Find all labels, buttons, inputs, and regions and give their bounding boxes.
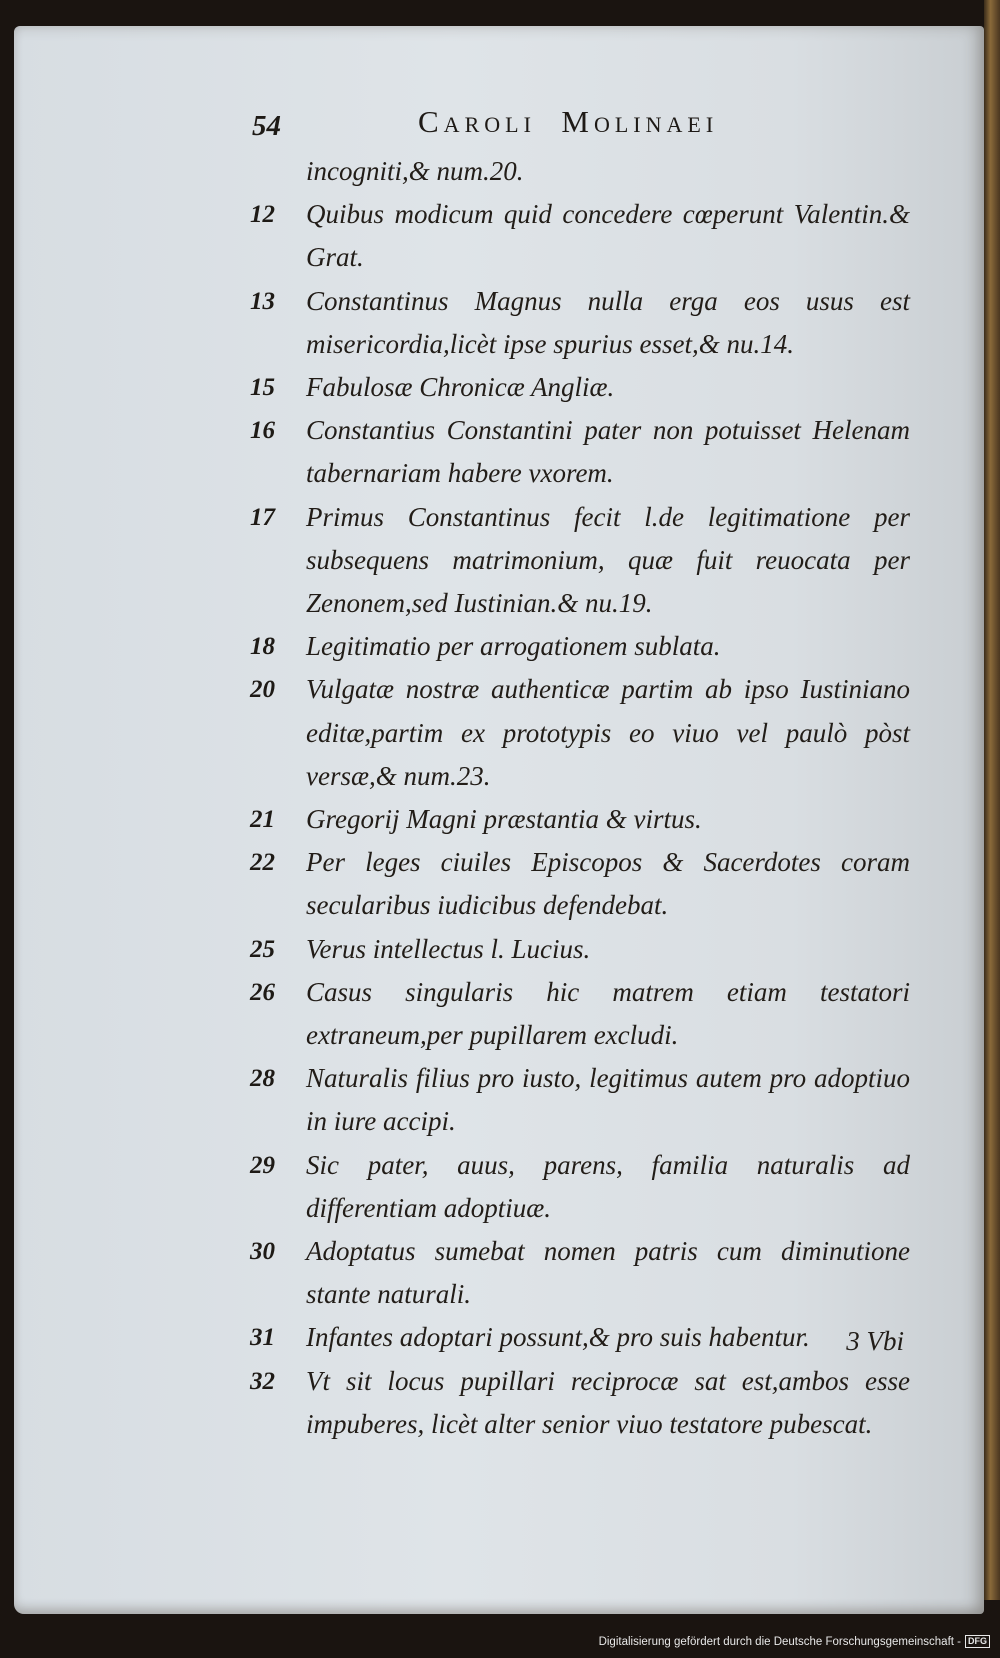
entry-text: Vt sit locus pupillari reciprocæ sat est,ambos esse impuberes, licèt alter senior viuo testatore pubescat. bbox=[306, 1365, 910, 1439]
entry-number: 22 bbox=[250, 849, 275, 877]
entry-number: 31 bbox=[250, 1324, 275, 1352]
index-entry bbox=[250, 1057, 910, 1143]
page-number: 54 bbox=[252, 110, 281, 142]
dfg-logo: DFG bbox=[965, 1635, 990, 1648]
entry-number: 18 bbox=[250, 633, 275, 661]
entry-number: 30 bbox=[250, 1238, 275, 1266]
catchword: 3 Vbi bbox=[846, 1326, 904, 1356]
index-entries bbox=[250, 150, 910, 1446]
index-entry bbox=[250, 280, 910, 366]
index-entry bbox=[250, 366, 910, 409]
entry-number: 26 bbox=[250, 978, 275, 1006]
entry-text: Per leges ciuiles Episcopos & Sacerdotes coram secularibus iudicibus defendebat. bbox=[306, 847, 910, 921]
entry-text: Gregorij Magni præstantia & virtus. bbox=[306, 804, 702, 835]
index-entry bbox=[250, 625, 910, 668]
index-entry bbox=[250, 971, 910, 1057]
entry-text: Infantes adoptari possunt,& pro suis habentur. bbox=[306, 1322, 810, 1353]
dfg-credit bbox=[599, 1635, 990, 1648]
entry-text: Quibus modicum quid concedere cœperunt Valentin.& Grat. bbox=[306, 199, 910, 273]
entry-number: 28 bbox=[250, 1065, 275, 1093]
entry-number: 20 bbox=[250, 676, 275, 704]
running-head: Caroli Molinaei bbox=[418, 104, 719, 139]
index-entry bbox=[250, 409, 910, 495]
entry-number: 15 bbox=[250, 374, 275, 402]
index-entry bbox=[250, 1316, 910, 1359]
entry-number: 16 bbox=[250, 417, 275, 445]
entry-text: Legitimatio per arrogationem sublata. bbox=[306, 631, 721, 662]
index-entry bbox=[250, 150, 910, 193]
entry-text: Adoptatus sumebat nomen patris cum diminutione stante naturali. bbox=[306, 1236, 910, 1310]
entry-text: Fabulosæ Chronicæ Angliæ. bbox=[306, 372, 615, 403]
entry-text: Constantius Constantini pater non potuisset Helenam tabernariam habere vxorem. bbox=[306, 415, 910, 489]
footer-bar bbox=[0, 1616, 1000, 1658]
entry-text: Vulgatæ nostræ authenticæ partim ab ipso Iustiniano editæ,partim ex prototypis eo viuo vel paulò pòst versæ,& num.23. bbox=[306, 674, 910, 791]
index-entry bbox=[250, 668, 910, 798]
index-entry bbox=[250, 496, 910, 626]
entry-number: 25 bbox=[250, 935, 275, 963]
entry-text: Primus Constantinus fecit l.de legitimatione per subsequens matrimonium, quæ fuit reuocata per Zenonem,sed Iustinian.& nu.19. bbox=[306, 501, 910, 619]
entry-text: Casus singularis hic matrem etiam testatori extraneum,per pupillarem excludi. bbox=[306, 976, 910, 1051]
page-header bbox=[0, 104, 1000, 144]
index-entry bbox=[250, 1230, 910, 1316]
entry-number: 32 bbox=[250, 1367, 275, 1395]
entry-text: Constantinus Magnus nulla erga eos usus est misericordia,licèt ipse spurius esset,& nu.14. bbox=[306, 285, 910, 359]
book-spine-edge bbox=[984, 0, 1000, 1600]
entry-text: Naturalis filius pro iusto, legitimus autem pro adoptiuo in iure accipi. bbox=[306, 1063, 910, 1137]
entry-number: 29 bbox=[250, 1151, 275, 1179]
index-entry bbox=[250, 928, 910, 971]
index-entry bbox=[250, 841, 910, 927]
entry-number: 21 bbox=[250, 806, 275, 834]
index-entry bbox=[250, 798, 910, 841]
index-entry bbox=[250, 1360, 910, 1446]
index-entry bbox=[250, 1144, 910, 1230]
credit-text: Digitalisierung gefördert durch die Deutsche Forschungsgemeinschaft - bbox=[598, 1635, 961, 1648]
entry-number: 13 bbox=[250, 287, 275, 315]
entry-number: 17 bbox=[250, 503, 275, 531]
entry-text: Sic pater, auus, parens, familia naturalis ad differentiam adoptiuæ. bbox=[306, 1149, 910, 1223]
index-entry bbox=[250, 193, 910, 279]
entry-text: Verus intellectus l. Lucius. bbox=[306, 933, 591, 964]
entry-number: 12 bbox=[250, 201, 275, 229]
entry-text: incogniti,& num.20. bbox=[306, 156, 524, 186]
